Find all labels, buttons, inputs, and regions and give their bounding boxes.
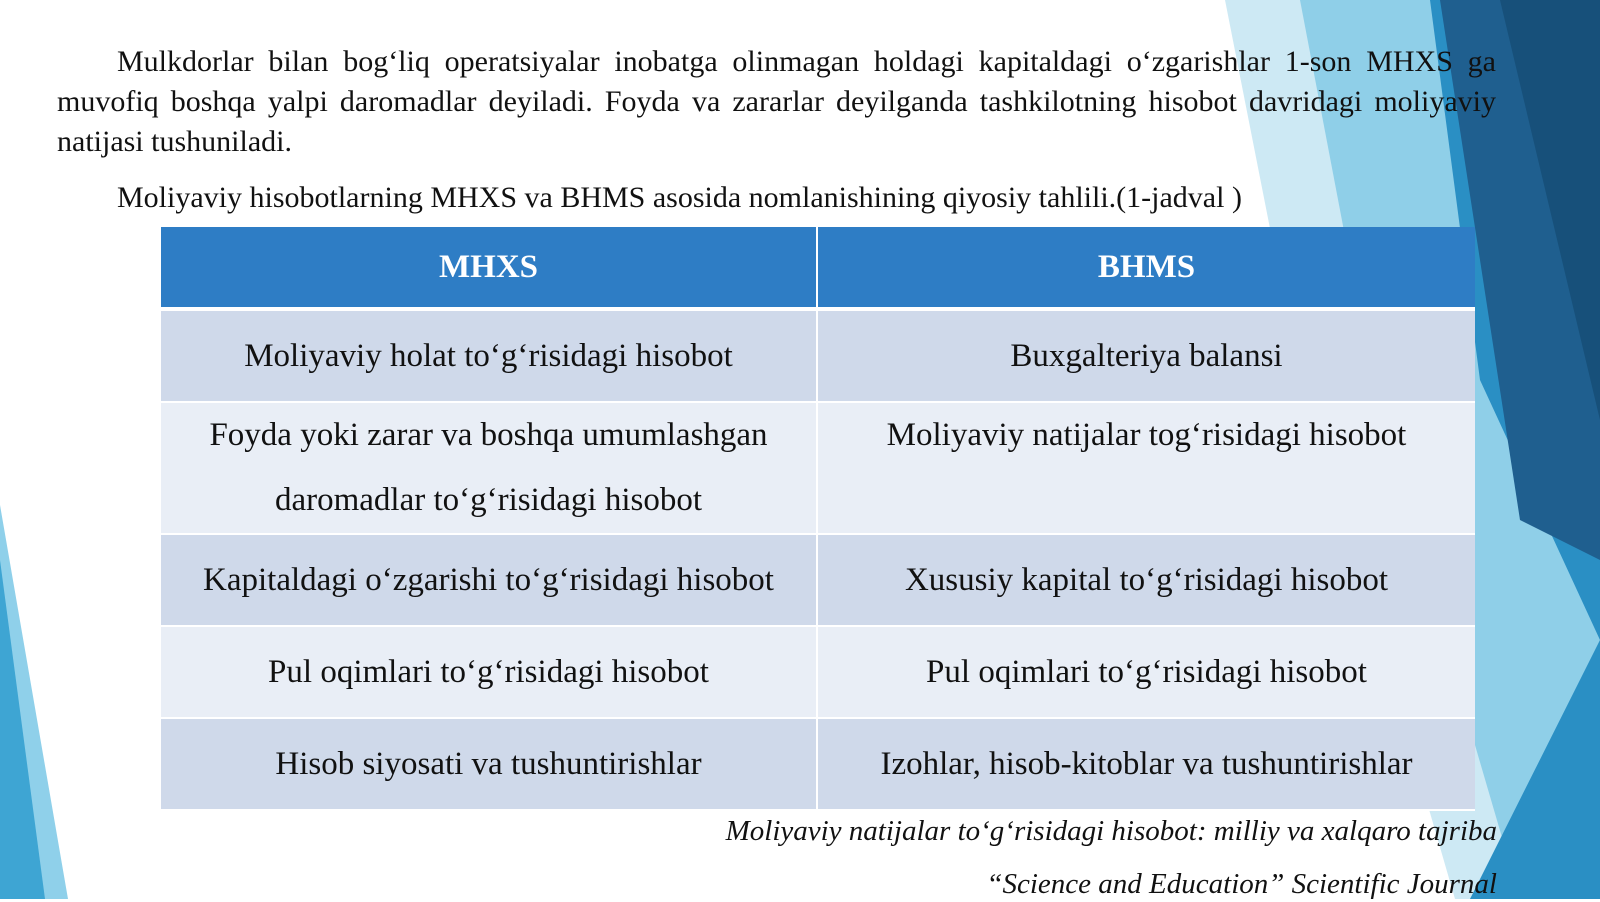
intro-paragraph: Mulkdorlar bilan bog‘liq operatsiyalar inobatga olinmagan holdagi kapitaldagi o‘zgarishlar 1-son MHXS ga muvofiq boshqa yalpi daromadlar deyiladi. Foyda va zararlar deyilganda tashkilotning hisobot davridagi moliyaviy natijasi tushuniladi. (57, 45, 1496, 158)
table-row (161, 311, 1475, 403)
table-cell: Moliyaviy holat to‘g‘risidagi hisobot (161, 311, 818, 403)
table-cell: Pul oqimlari to‘g‘risidagi hisobot (161, 627, 818, 719)
table-row (161, 627, 1475, 719)
table-cell: Izohlar, hisob-kitoblar va tushuntirishlar (818, 719, 1475, 811)
table-row (161, 719, 1475, 811)
source-journal: “Science and Education” Scientific Journal (986, 868, 1497, 900)
comparison-table (161, 227, 1475, 811)
source-title: Moliyaviy natijalar to‘g‘risidagi hisobot: milliy va xalqaro tajriba (725, 815, 1497, 847)
table-caption: Moliyaviy hisobotlarning MHXS va BHMS asosida nomlanishining qiyosiy tahlili.(1-jadval ) (117, 181, 1242, 214)
table-cell: Moliyaviy natijalar tog‘risidagi hisobot (818, 403, 1475, 535)
table-cell: Hisob siyosati va tushuntirishlar (161, 719, 818, 811)
table-cell: Buxgalteriya balansi (818, 311, 1475, 403)
table-cell: Pul oqimlari to‘g‘risidagi hisobot (818, 627, 1475, 719)
table-cell: Xususiy kapital to‘g‘risidagi hisobot (818, 535, 1475, 627)
column-header-bhms: BHMS (818, 227, 1475, 311)
table-row (161, 403, 1475, 535)
table-cell: Kapitaldagi o‘zgarishi to‘g‘risidagi hisobot (161, 535, 818, 627)
table-header-row (161, 227, 1475, 311)
column-header-mhxs: MHXS (161, 227, 818, 311)
table-cell: Foyda yoki zarar va boshqa umumlashgan daromadlar to‘g‘risidagi hisobot (161, 403, 818, 535)
table-row (161, 535, 1475, 627)
